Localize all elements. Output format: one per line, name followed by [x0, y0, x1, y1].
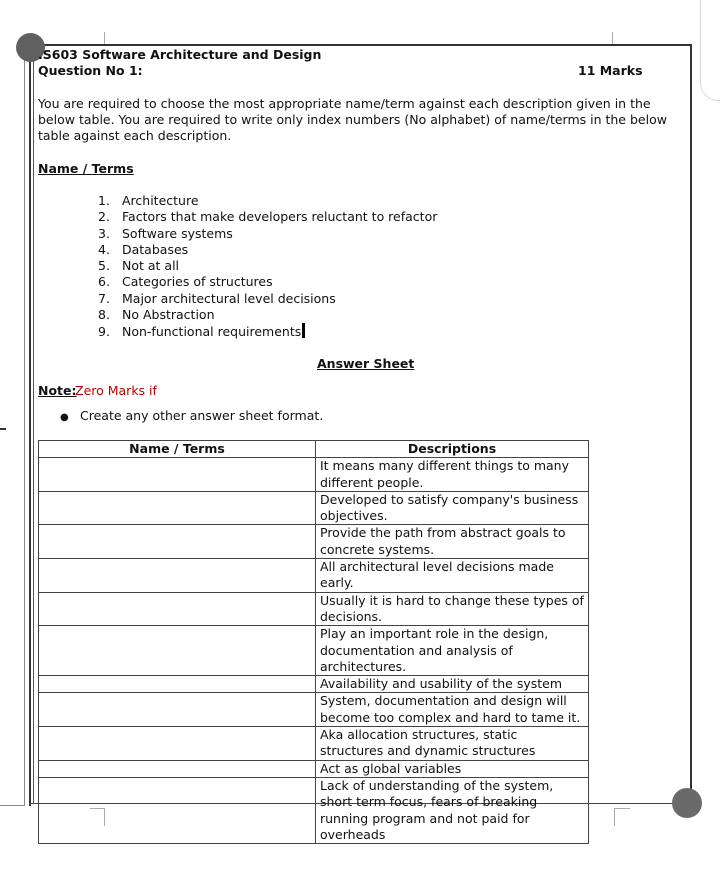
answer-cell[interactable]: [39, 693, 316, 727]
terms-list: [98, 193, 437, 341]
answer-cell[interactable]: [39, 626, 316, 676]
course-title: .S603 Software Architecture and Design: [38, 47, 322, 62]
crop-mark: [614, 808, 615, 826]
answer-sheet-heading: Answer Sheet: [317, 356, 415, 371]
description-cell: All architectural level decisions made early.: [316, 559, 589, 593]
term-item: 5. Not at all: [98, 258, 180, 274]
description-cell: Developed to satisfy company's business objectives.: [316, 491, 589, 525]
column-header-description: Descriptions: [316, 441, 589, 458]
term-item: 9. Non-functional requirements: [98, 323, 437, 340]
note-label: Note:: [38, 383, 77, 398]
answer-cell[interactable]: [39, 727, 316, 761]
term-item: 8. No Abstraction: [98, 307, 215, 323]
description-cell: Usually it is hard to change these types of decisions.: [316, 592, 589, 626]
question-number: Question No 1:: [38, 63, 143, 78]
term-item: 3. Software systems: [98, 225, 233, 241]
table-header-row: [39, 441, 589, 458]
answer-cell[interactable]: [39, 559, 316, 593]
crop-mark: [612, 32, 613, 44]
description-cell: Availability and usability of the system: [316, 676, 589, 693]
answer-cell[interactable]: [39, 458, 316, 492]
margin-tick: [0, 428, 6, 430]
table-row: [39, 626, 589, 676]
table-row: [39, 760, 589, 777]
crop-mark: [614, 808, 630, 809]
table-row: [39, 727, 589, 761]
table-row: [39, 559, 589, 593]
table-row: [39, 592, 589, 626]
scan-dot-bottom: [672, 788, 702, 818]
description-cell: Provide the path from abstract goals to concrete systems.: [316, 525, 589, 559]
answer-cell[interactable]: [39, 525, 316, 559]
description-cell: Aka allocation structures, static structures and dynamic structures: [316, 727, 589, 761]
crop-mark: [104, 32, 105, 44]
paper-edge: [0, 40, 25, 806]
answer-cell[interactable]: [39, 760, 316, 777]
description-cell: Act as global variables: [316, 760, 589, 777]
term-item: 1. Architecture: [98, 193, 199, 208]
table-row: [39, 491, 589, 525]
table-row: [39, 693, 589, 727]
description-cell: Lack of understanding of the system, short term focus, fears of breaking running program and not paid for overheads: [316, 777, 589, 843]
term-item: 7. Major architectural level decisions: [98, 290, 336, 306]
marks-label: 11 Marks: [578, 63, 643, 78]
term-item: 4. Databases: [98, 241, 189, 257]
bullet-icon: ●: [60, 412, 69, 423]
table-row: [39, 777, 589, 843]
table-row: [39, 458, 589, 492]
term-item: 6. Categories of structures: [98, 274, 273, 290]
table-row: [39, 676, 589, 693]
terms-heading: Name / Terms: [38, 161, 134, 176]
answer-cell[interactable]: [39, 676, 316, 693]
column-header-name: Name / Terms: [39, 441, 316, 458]
description-cell: Play an important role in the design, documentation and analysis of architectures.: [316, 626, 589, 676]
note-bullet: ● Create any other answer sheet format.: [60, 408, 323, 426]
term-item: 2. Factors that make developers reluctant to refactor: [98, 209, 438, 225]
note-text: Zero Marks if: [75, 383, 157, 398]
answer-table: [38, 440, 589, 844]
description-cell: System, documentation and design will become too complex and hard to tame it.: [316, 693, 589, 727]
table-row: [39, 525, 589, 559]
answer-cell[interactable]: [39, 777, 316, 843]
answer-cell[interactable]: [39, 491, 316, 525]
instructions-text: You are required to choose the most appropriate name/term against each description given in the below table. You are required to write only index numbers (No alphabet) of name/terms in the below table against each description.: [38, 96, 667, 143]
adjacent-page-edge: [700, 0, 720, 101]
description-cell: It means many different things to many different people.: [316, 458, 589, 492]
answer-cell[interactable]: [39, 592, 316, 626]
text-cursor: [302, 323, 305, 338]
